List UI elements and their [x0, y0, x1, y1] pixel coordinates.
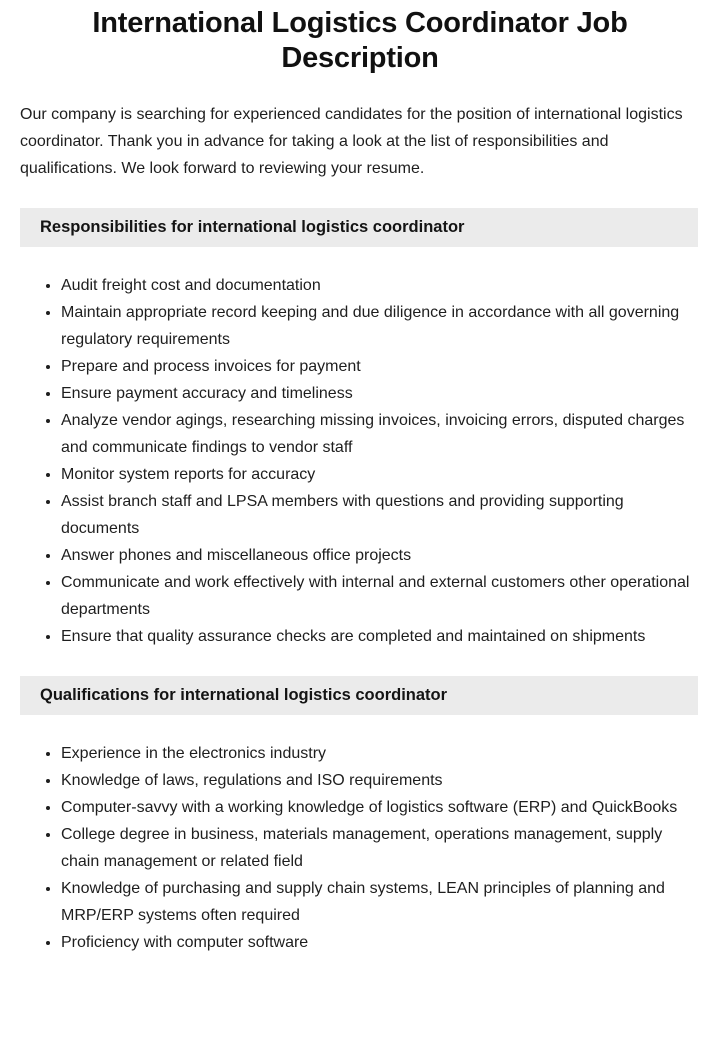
section-heading-qualifications — [20, 676, 698, 715]
section-heading-responsibilities — [20, 208, 698, 247]
list-item: • Communicate and work effectively with internal and external customers other operational departments — [61, 569, 694, 623]
list-item: • Maintain appropriate record keeping and due diligence in accordance with all governing regulatory requirements — [61, 299, 694, 353]
list-item: • Ensure that quality assurance checks are completed and maintained on shipments — [61, 623, 694, 650]
page-title: International Logistics Coordinator Job Description — [92, 7, 628, 74]
section-heading-responsibilities-label: Responsibilities for international logistics coordinator — [40, 218, 465, 236]
list-item: • Assist branch staff and LPSA members with questions and providing supporting documents — [61, 488, 694, 542]
list-item: • Experience in the electronics industry — [61, 740, 694, 767]
section-heading-qualifications-label: Qualifications for international logistics coordinator — [40, 686, 448, 704]
list-item: • Prepare and process invoices for payment — [61, 353, 694, 380]
list-item: • Answer phones and miscellaneous office projects — [61, 542, 694, 569]
list-item: • College degree in business, materials management, operations management, supply chain management or related field — [61, 821, 694, 875]
qualifications-list — [0, 740, 694, 956]
intro-paragraph: Our company is searching for experienced candidates for the position of international logistics coordinator. Thank you in advance for taking a look at the list of responsibilities and qualifications. We look forward to reviewing your resume. — [20, 106, 683, 177]
list-item: • Computer-savvy with a working knowledge of logistics software (ERP) and QuickBooks — [61, 794, 694, 821]
list-item: • Knowledge of laws, regulations and ISO requirements — [61, 767, 694, 794]
list-item: • Ensure payment accuracy and timeliness — [61, 380, 694, 407]
list-item: • Audit freight cost and documentation — [61, 272, 694, 299]
list-item: • Proficiency with computer software — [61, 929, 694, 956]
job-description-page — [0, 6, 720, 1044]
list-item: • Analyze vendor agings, researching missing invoices, invoicing errors, disputed charges and communicate findings to vendor staff — [61, 407, 694, 461]
list-item: • Knowledge of purchasing and supply chain systems, LEAN principles of planning and MRP/ERP systems often required — [61, 875, 694, 929]
list-item: • Monitor system reports for accuracy — [61, 461, 694, 488]
responsibilities-list — [0, 272, 694, 650]
